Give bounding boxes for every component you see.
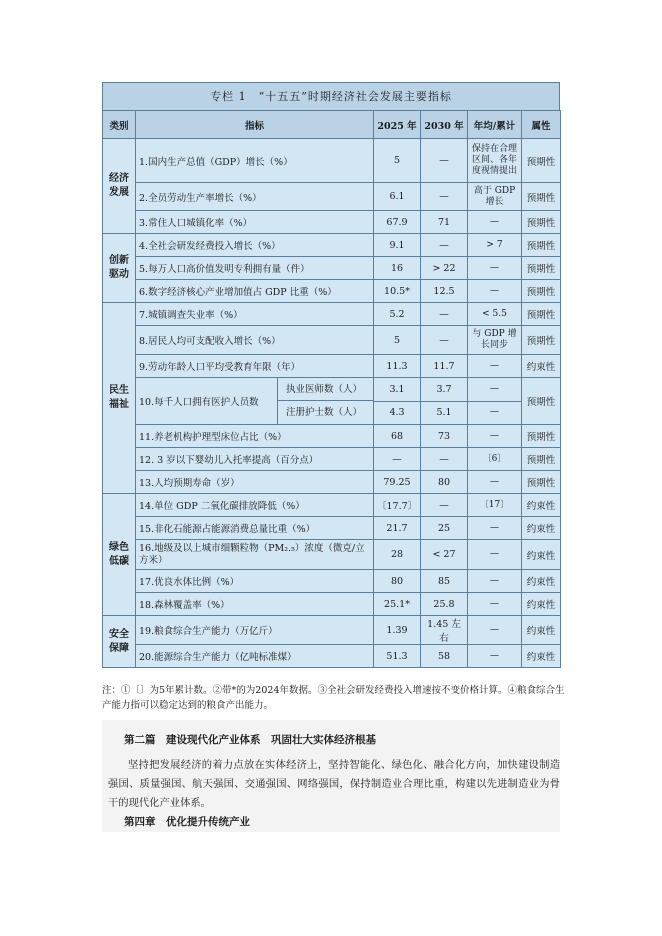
value-2025: 16 bbox=[374, 257, 421, 280]
table-row bbox=[103, 593, 561, 616]
indicator-cell: 15.非化石能源占能源消费总量比重（%） bbox=[136, 517, 374, 540]
value-2030: 1.45 左右 bbox=[421, 616, 468, 645]
value-2025: 5.2 bbox=[374, 303, 421, 326]
indicator-cell: 13.人均预期寿命（岁） bbox=[136, 471, 374, 494]
value-annual: — bbox=[468, 425, 522, 448]
table-row bbox=[103, 234, 561, 257]
header-2025: 2025 年 bbox=[374, 111, 421, 139]
value-2030: 25.8 bbox=[421, 593, 468, 616]
value-2025: 28 bbox=[374, 540, 421, 570]
table-row bbox=[103, 257, 561, 280]
value-2025: 11.3 bbox=[374, 355, 421, 378]
value-annual: — bbox=[468, 471, 522, 494]
indicator-cell: 19.粮食综合生产能力（万亿斤） bbox=[136, 616, 374, 645]
indicator-cell bbox=[136, 378, 374, 425]
attribute-cell: 约束性 bbox=[522, 616, 561, 645]
value-2030: 71 bbox=[421, 211, 468, 234]
value-annual: 〔17〕 bbox=[468, 494, 522, 517]
value-2025: 21.7 bbox=[374, 517, 421, 540]
value-2025: 5 bbox=[374, 326, 421, 355]
header-attribute: 属性 bbox=[522, 111, 561, 139]
table-row bbox=[103, 570, 561, 593]
table-row bbox=[103, 645, 561, 668]
value-2025: 80 bbox=[374, 570, 421, 593]
value-annual: < 5.5 bbox=[468, 303, 522, 326]
indicator-cell: 8.居民人均可支配收入增长（%） bbox=[136, 326, 374, 355]
table-row bbox=[103, 425, 561, 448]
value-annual: — bbox=[468, 616, 522, 645]
value-2030: < 27 bbox=[421, 540, 468, 570]
table-row bbox=[103, 139, 561, 183]
value-2030: — bbox=[421, 139, 468, 183]
indicator-cell: 12. 3 岁以下婴幼儿入托率提高（百分点） bbox=[136, 448, 374, 471]
category-livelihood: 民生 福祉 bbox=[103, 303, 136, 494]
table-row bbox=[103, 280, 561, 303]
indicator-cell: 20.能源综合生产能力（亿吨标准煤） bbox=[136, 645, 374, 668]
chapter-title: 第四章 优化提升传统产业 bbox=[124, 816, 250, 828]
attribute-cell: 预期性 bbox=[522, 448, 561, 471]
value-annual: — bbox=[468, 280, 522, 303]
table-caption: 专栏 1 “十五五”时期经济社会发展主要指标 bbox=[102, 82, 560, 110]
header-annual: 年均/累计 bbox=[468, 111, 522, 139]
value-2030: > 22 bbox=[421, 257, 468, 280]
value-annual: — bbox=[468, 257, 522, 280]
value-2030: 25 bbox=[421, 517, 468, 540]
category-economy: 经济 发展 bbox=[103, 139, 136, 234]
value-2030: 11.7 bbox=[421, 355, 468, 378]
attribute-cell: 预期性 bbox=[522, 280, 561, 303]
value-2030: — bbox=[421, 448, 468, 471]
value-annual: 〔6〕 bbox=[468, 448, 522, 471]
value-2025: 67.9 bbox=[374, 211, 421, 234]
attribute-cell: 预期性 bbox=[522, 211, 561, 234]
table-row bbox=[103, 616, 561, 645]
attribute-cell: 约束性 bbox=[522, 570, 561, 593]
header-category: 类别 bbox=[103, 111, 136, 139]
indicator-cell: 9.劳动年龄人口平均受教育年限（年） bbox=[136, 355, 374, 378]
value-annual: — bbox=[468, 355, 522, 378]
value-2025: 5 bbox=[374, 139, 421, 183]
table-row bbox=[103, 517, 561, 540]
indicator-cell: 3.常住人口城镇化率（%） bbox=[136, 211, 374, 234]
attribute-cell: 约束性 bbox=[522, 645, 561, 668]
value-2025: 10.5* bbox=[374, 280, 421, 303]
body-paragraph: 坚持把发展经济的着力点放在实体经济上，坚持智能化、绿色化、融合化方向，加快建设制造强国、质量强国、航天强国、交通强国、网络强国，保持制造业合理比重，构建以先进制造业为骨干的现代化产业体系。 bbox=[108, 759, 560, 809]
table-row bbox=[103, 378, 561, 402]
value-2025: 4.3 bbox=[374, 401, 421, 425]
table-row bbox=[103, 303, 561, 326]
attribute-cell: 约束性 bbox=[522, 517, 561, 540]
value-annual: — bbox=[468, 645, 522, 668]
indicator-cell: 17.优良水体比例（%） bbox=[136, 570, 374, 593]
indicator-table bbox=[102, 110, 561, 668]
indicator-cell: 4.全社会研发经费投入增长（%） bbox=[136, 234, 374, 257]
value-2030: 3.7 bbox=[421, 378, 468, 402]
value-annual: — bbox=[468, 211, 522, 234]
attribute-cell: 约束性 bbox=[522, 593, 561, 616]
category-security: 安全 保障 bbox=[103, 616, 136, 668]
table-row bbox=[103, 326, 561, 355]
header-indicator: 指标 bbox=[136, 111, 374, 139]
value-annual: > 7 bbox=[468, 234, 522, 257]
table-row bbox=[103, 494, 561, 517]
value-2030: 85 bbox=[421, 570, 468, 593]
attribute-cell: 预期性 bbox=[522, 183, 561, 211]
value-2025: 〔17.7〕 bbox=[374, 494, 421, 517]
indicator-cell: 5.每万人口高价值发明专利拥有量（件） bbox=[136, 257, 374, 280]
value-2030: 5.1 bbox=[421, 401, 468, 425]
attribute-cell: 预期性 bbox=[522, 326, 561, 355]
value-annual: 与 GDP 增长同步 bbox=[468, 326, 522, 355]
value-2025: 68 bbox=[374, 425, 421, 448]
value-2025: 3.1 bbox=[374, 378, 421, 402]
value-2030: — bbox=[421, 494, 468, 517]
attribute-cell: 预期性 bbox=[522, 257, 561, 280]
table-row bbox=[103, 355, 561, 378]
value-2025: 9.1 bbox=[374, 234, 421, 257]
attribute-cell: 预期性 bbox=[522, 378, 561, 425]
attribute-cell: 预期性 bbox=[522, 471, 561, 494]
value-2025: 6.1 bbox=[374, 183, 421, 211]
attribute-cell: 预期性 bbox=[522, 303, 561, 326]
category-innovation: 创新 驱动 bbox=[103, 234, 136, 303]
table-row bbox=[103, 211, 561, 234]
value-annual: — bbox=[468, 593, 522, 616]
category-green: 绿色 低碳 bbox=[103, 494, 136, 616]
table-row bbox=[103, 448, 561, 471]
table-row bbox=[103, 540, 561, 570]
indicator-table-box bbox=[102, 82, 560, 668]
table-notes: 注：①〔〕为5年累计数。②带*的为2024年数据。③全社会研发经费投入增速按不变价格计算。④粮食综合生产能力指可以稳定达到的粮食产出能力。 bbox=[102, 685, 565, 711]
value-annual: 保持在合理区间、各年度视情提出 bbox=[468, 139, 522, 183]
table-row bbox=[103, 471, 561, 494]
value-2030: 80 bbox=[421, 471, 468, 494]
indicator-cell: 18.森林覆盖率（%） bbox=[136, 593, 374, 616]
chapter-section bbox=[102, 720, 560, 832]
value-2030: 12.5 bbox=[421, 280, 468, 303]
indicator-cell: 14.单位 GDP 二氧化碳排放降低（%） bbox=[136, 494, 374, 517]
value-2030: — bbox=[421, 183, 468, 211]
value-2030: — bbox=[421, 326, 468, 355]
value-2025: 51.3 bbox=[374, 645, 421, 668]
attribute-cell: 预期性 bbox=[522, 234, 561, 257]
indicator-medical-label: 10.每千人口拥有医护人员数 bbox=[136, 378, 278, 424]
value-annual: 高于 GDP 增长 bbox=[468, 183, 522, 211]
value-2030: — bbox=[421, 303, 468, 326]
indicator-cell: 11.养老机构护理型床位占比（%） bbox=[136, 425, 374, 448]
table-header-row bbox=[103, 111, 561, 139]
value-2030: 73 bbox=[421, 425, 468, 448]
indicator-cell: 6.数字经济核心产业增加值占 GDP 比重（%） bbox=[136, 280, 374, 303]
sub-indicator-doctors: 执业医师数（人） bbox=[278, 378, 373, 401]
indicator-cell: 16.地级及以上城市细颗粒物（PM₂.₅）浓度（微克/立方米） bbox=[136, 540, 374, 570]
value-2025: — bbox=[374, 448, 421, 471]
attribute-cell: 约束性 bbox=[522, 540, 561, 570]
value-annual: — bbox=[468, 540, 522, 570]
attribute-cell: 预期性 bbox=[522, 139, 561, 183]
indicator-cell: 1.国内生产总值（GDP）增长（%） bbox=[136, 139, 374, 183]
attribute-cell: 约束性 bbox=[522, 494, 561, 517]
value-2030: — bbox=[421, 234, 468, 257]
attribute-cell: 约束性 bbox=[522, 355, 561, 378]
value-2025: 25.1* bbox=[374, 593, 421, 616]
sub-indicator-nurses: 注册护士数（人） bbox=[286, 407, 363, 418]
attribute-cell: 预期性 bbox=[522, 425, 561, 448]
indicator-cell: 7.城镇调查失业率（%） bbox=[136, 303, 374, 326]
table-row bbox=[103, 183, 561, 211]
value-2030: 58 bbox=[421, 645, 468, 668]
value-annual: — bbox=[468, 401, 522, 425]
value-annual: — bbox=[468, 517, 522, 540]
value-2025: 79.25 bbox=[374, 471, 421, 494]
value-annual: — bbox=[468, 570, 522, 593]
value-annual: — bbox=[468, 378, 522, 402]
header-2030: 2030 年 bbox=[421, 111, 468, 139]
part-title: 第二篇 建设现代化产业体系 巩固壮大实体经济根基 bbox=[124, 734, 376, 746]
value-2025: 1.39 bbox=[374, 616, 421, 645]
indicator-cell: 2.全员劳动生产率增长（%） bbox=[136, 183, 374, 211]
